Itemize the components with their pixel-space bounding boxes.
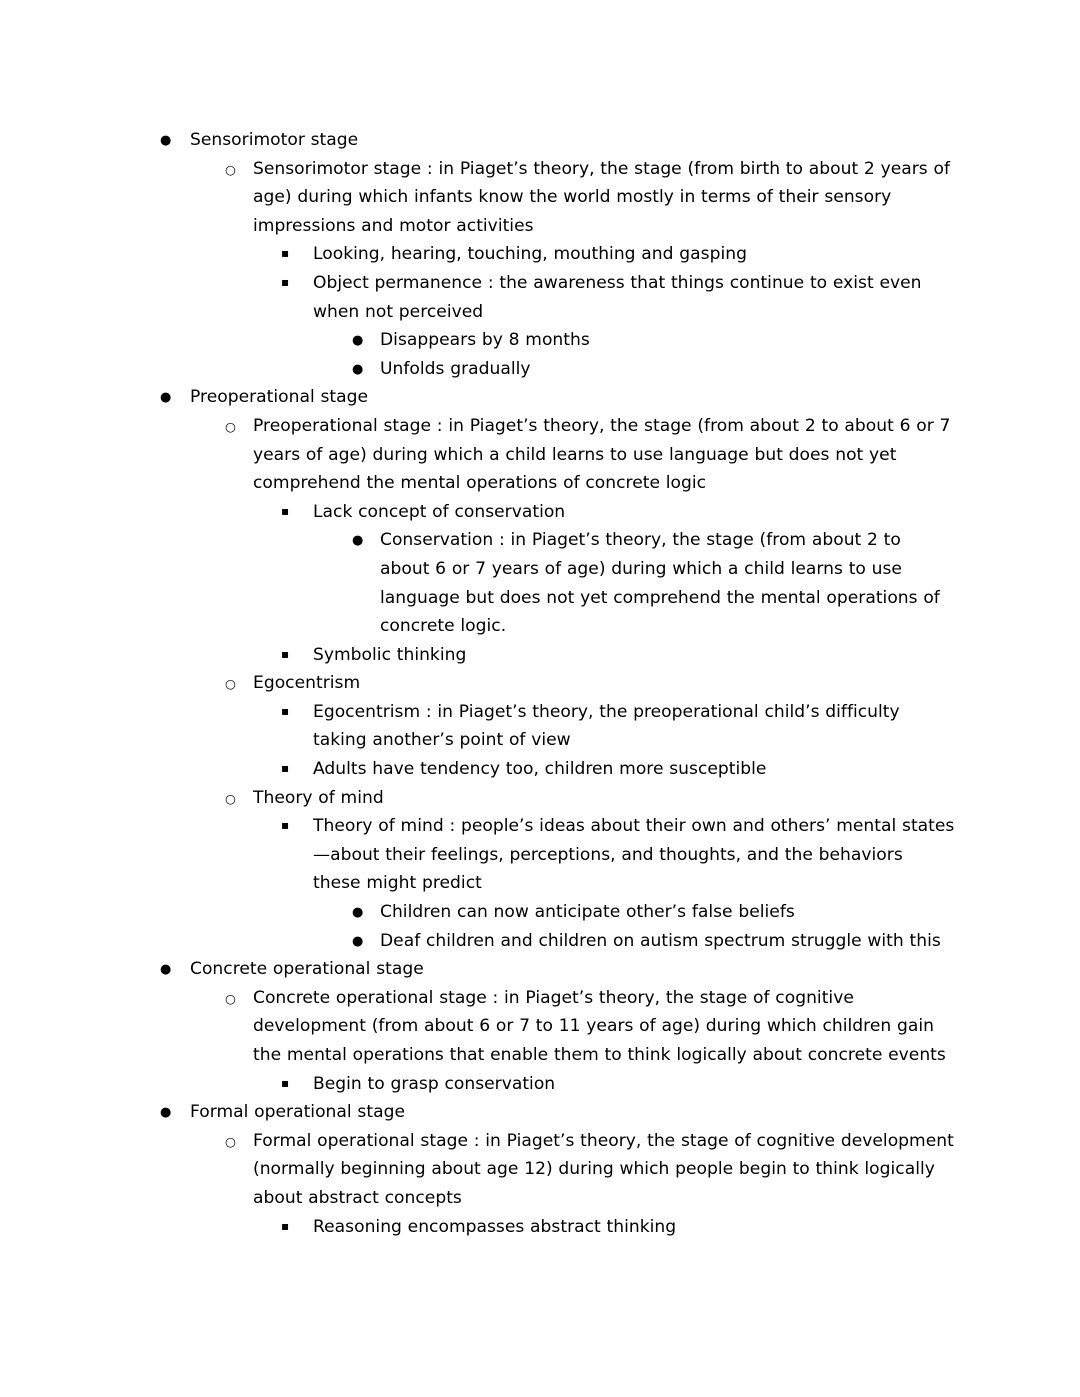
outline-item-text: Egocentrism : in Piaget’s theory, the preoperational child’s difficulty taking another’s point of view [313,701,900,751]
outline-item-text: Sensorimotor stage [190,130,359,150]
outline-item-text: Disappears by 8 months [380,330,590,351]
outline-item-level-3 [0,755,1080,784]
outline-item-row [0,412,1080,498]
outline-item-level-4 [0,355,1080,384]
bullet-disc-icon: ● [352,905,364,921]
outline-item-text: Children can now anticipate other’s false beliefs [380,902,795,923]
outline-item-text: Begin to grasp conservation [313,1073,556,1094]
outline-item-row [0,755,1080,784]
bullet-disc-icon: ● [352,933,364,949]
outline-sublist-level-2 [0,412,1080,955]
outline-sublist-level-3 [0,1213,1080,1242]
outline-item-level-2 [0,412,1080,669]
outline-item-level-3 [0,240,1080,269]
bullet-disc-icon: ● [160,962,172,978]
bullet-disc-icon: ● [160,1105,172,1121]
bullet-square-icon: ▪ [281,274,290,289]
outline-item-text: Reasoning encompasses abstract thinking [313,1216,677,1237]
bullet-circle-icon: ○ [225,676,236,692]
outline-item-row [0,1213,1080,1242]
outline-item-text: Theory of mind : people’s ideas about their own and others’ mental states—about their feelings, perceptions, and thoughts, and the behaviors these might predict [313,816,955,894]
outline-item-level-3 [0,498,1080,641]
bullet-disc-icon: ● [352,533,364,549]
outline-item-level-1 [0,955,1080,1098]
outline-item-level-3 [0,1070,1080,1099]
outline-item-row [0,984,1080,1070]
outline-item-level-2 [0,155,1080,384]
outline-sublist-level-4 [0,526,1080,640]
outline-item-level-2 [0,1127,1080,1241]
outline-item-level-3 [0,641,1080,670]
outline-item-row [0,955,1080,984]
outline-item-text: Object permanence : the awareness that things continue to exist even when not perceived [313,272,922,322]
outline-item-text: Preoperational stage [190,387,369,408]
outline-item-row [0,898,1080,927]
outline-item-level-2 [0,669,1080,783]
outline-item-text: Preoperational stage : in Piaget’s theory, the stage (from about 2 to about 6 or 7 years of age) during which a child learns to use language but does not yet comprehend the mental operations of concrete logic [253,415,951,494]
outline-sublist-level-2 [0,984,1080,1098]
outline-item-text: Adults have tendency too, children more susceptible [313,759,767,780]
outline-item-row [0,526,1080,640]
outline-item-text: Looking, hearing, touching, mouthing and gasping [313,244,747,265]
bullet-circle-icon: ○ [225,418,236,434]
outline-item-text: Symbolic thinking [313,644,467,665]
outline-item-row [0,1070,1080,1099]
outline-item-row [0,698,1080,755]
outline-item-level-1 [0,1098,1080,1241]
outline-sublist-level-4 [0,326,1080,383]
bullet-disc-icon: ● [160,133,172,148]
outline-root-list [0,126,1080,1241]
outline-item-text: Formal operational stage : in Piaget’s theory, the stage of cognitive development (normally beginning about age 12) during which people begin to think logically about abstract concepts [253,1130,954,1208]
outline-item-text: Concrete operational stage : in Piaget’s theory, the stage of cognitive development (from about 6 or 7 to 11 years of age) during which children gain the mental operations that enable them to think logically about concrete events [253,987,946,1065]
outline-item-level-4 [0,326,1080,355]
bullet-disc-icon: ● [352,361,364,377]
bullet-square-icon: ▪ [281,1075,290,1090]
outline-item-level-3 [0,1213,1080,1242]
outline-sublist-level-3 [0,498,1080,670]
bullet-circle-icon: ○ [225,990,236,1006]
outline-item-row [0,126,1080,155]
outline-item-row [0,383,1080,412]
bullet-disc-icon: ● [160,390,172,406]
bullet-circle-icon: ○ [225,790,236,806]
outline-item-level-4 [0,927,1080,956]
outline-item-text: Theory of mind [253,787,384,808]
outline-item-text: Unfolds gradually [380,358,531,379]
outline-item-row [0,784,1080,813]
outline-sublist-level-3 [0,1070,1080,1099]
outline-item-level-1 [0,383,1080,955]
outline-item-text: Deaf children and children on autism spectrum struggle with this [380,930,941,951]
bullet-square-icon: ▪ [281,503,290,518]
outline-item-row [0,269,1080,326]
bullet-circle-icon: ○ [225,161,236,177]
outline-item-row [0,669,1080,698]
outline-item-row [0,240,1080,269]
bullet-square-icon: ▪ [281,246,290,261]
outline-content [0,126,1080,1241]
outline-item-level-1 [0,126,1080,383]
outline-item-level-4 [0,526,1080,640]
outline-item-text: Conservation : in Piaget’s theory, the stage (from about 2 to about 6 or 7 years of age) during which a child learns to use language but does not yet comprehend the mental operations of concrete logic. [380,530,940,637]
outline-sublist-level-3 [0,812,1080,955]
outline-item-level-4 [0,898,1080,927]
outline-item-text: Formal operational stage [190,1102,405,1123]
outline-item-row [0,155,1080,241]
outline-item-text: Concrete operational stage [190,959,424,980]
outline-sublist-level-3 [0,698,1080,784]
bullet-disc-icon: ● [352,333,364,349]
outline-item-row [0,1127,1080,1213]
outline-item-text: Egocentrism [253,673,361,694]
outline-sublist-level-2 [0,155,1080,384]
bullet-square-icon: ▪ [281,1218,290,1233]
outline-item-text: Lack concept of conservation [313,501,566,522]
outline-item-level-3 [0,698,1080,755]
outline-item-row [0,326,1080,355]
bullet-square-icon: ▪ [281,761,290,776]
bullet-square-icon: ▪ [281,703,290,718]
outline-item-row [0,927,1080,956]
outline-item-row [0,498,1080,527]
outline-item-level-3 [0,269,1080,383]
outline-item-level-2 [0,784,1080,956]
outline-sublist-level-2 [0,1127,1080,1241]
outline-item-level-2 [0,984,1080,1098]
outline-sublist-level-4 [0,898,1080,955]
bullet-square-icon: ▪ [281,646,290,661]
outline-item-row [0,641,1080,670]
outline-item-row [0,355,1080,384]
bullet-circle-icon: ○ [225,1133,236,1149]
outline-item-level-3 [0,812,1080,955]
bullet-square-icon: ▪ [281,818,290,833]
outline-item-text: Sensorimotor stage : in Piaget’s theory, the stage (from birth to about 2 years of age) during which infants know the world mostly in terms of their sensory impressions and motor activities [253,158,950,236]
outline-sublist-level-3 [0,240,1080,383]
outline-item-row [0,812,1080,898]
outline-item-row [0,1098,1080,1127]
